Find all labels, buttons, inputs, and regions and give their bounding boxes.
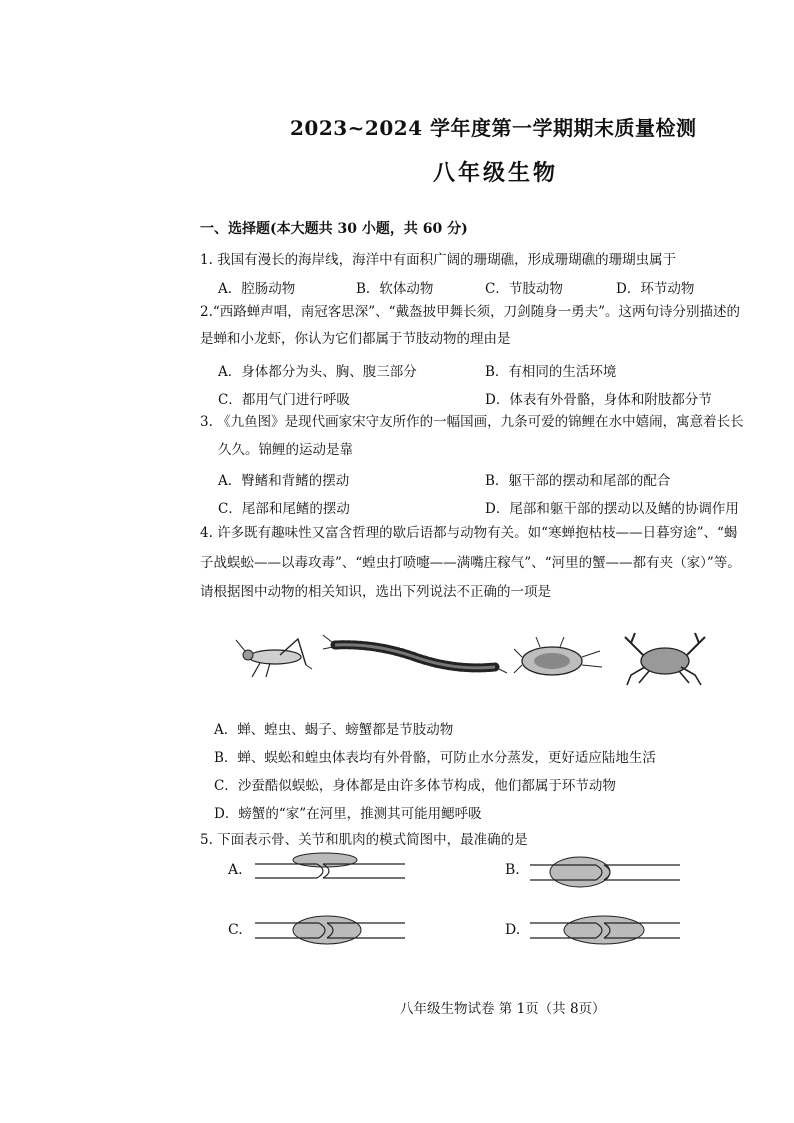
joint-diagram-d: [530, 908, 680, 953]
question-2-option-d: D．体表有外骨骼，身体和附肢都分节: [485, 392, 712, 408]
page-footer: 八年级生物试卷 第 1页（共 8页）: [400, 1001, 606, 1017]
question-2-stem-line-2: 是蝉和小龙虾，你认为它们都属于节肢动物的理由是: [200, 331, 511, 347]
question-2-option-a: A．身体都分为头、胸、腹三部分: [218, 364, 417, 380]
question-2-stem-line-1: 2.“西路蝉声唱，南冠客思深”、“戴盔披甲舞长须，刀剑随身一勇夫”。这两句诗分别描述的: [200, 304, 740, 320]
cicada-icon: [514, 637, 602, 675]
question-2-option-b: B．有相同的生活环境: [485, 364, 617, 380]
question-4-option-b: B．蝉、蜈蚣和蝗虫体表均有外骨骼，可防止水分蒸发，更好适应陆地生活: [214, 750, 656, 766]
animal-figure: [230, 625, 730, 695]
question-1-option-a: A．腔肠动物: [218, 281, 296, 297]
question-3-option-a: A．臀鳍和背鳍的摆动: [218, 473, 350, 489]
question-5-option-d: D.: [505, 922, 521, 938]
question-5-option-c: C.: [228, 922, 243, 938]
joint-diagram-c: [255, 908, 405, 953]
crab-icon: [625, 633, 705, 685]
question-1-option-b: B．软体动物: [356, 281, 434, 297]
question-3-stem-line-1: 3. 《九鱼图》是现代画家宋守友所作的一幅国画，九条可爱的锦鲤在水中嬉闹，寓意着长长: [200, 414, 744, 430]
question-4-option-d: D．螃蟹的“家”在河里，推测其可能用鳃呼吸: [214, 806, 482, 822]
question-3-option-d: D．尾部和躯干部的摆动以及鳍的协调作用: [485, 501, 739, 517]
joint-diagram-a: [255, 850, 405, 892]
exam-title: 2023~2024 学年度第一学期期末质量检测: [290, 116, 697, 140]
question-4-option-c: C．沙蚕酷似蜈蚣，身体都是由许多体节构成，他们都属于环节动物: [214, 778, 616, 794]
joint-diagram-b: [530, 850, 680, 895]
question-3-option-c: C．尾部和尾鳍的摆动: [218, 501, 350, 517]
question-4-option-a: A．蝉、蝗虫、蝎子、螃蟹都是节肢动物: [214, 722, 454, 738]
question-1-option-c: C．节肢动物: [485, 281, 563, 297]
question-4-stem-line-1: 4. 许多既有趣味性又富含哲理的歇后语都与动物有关。如“寒蝉抱枯枝——日暮穷途”、“蝎: [200, 525, 738, 541]
exam-subject: 八年级生物: [433, 160, 559, 186]
question-5-option-a: A.: [228, 862, 243, 878]
question-3-stem-line-2: 久久。锦鲤的运动是靠: [218, 442, 353, 458]
grasshopper-icon: [236, 639, 312, 677]
question-1-stem: 1. 我国有漫长的海岸线，海洋中有面积广阔的珊瑚礁，形成珊瑚礁的珊瑚虫属于: [200, 252, 677, 268]
question-4-stem-line-3: 请根据图中动物的相关知识，选出下列说法不正确的一项是: [200, 584, 551, 600]
question-3-option-b: B．躯干部的摆动和尾部的配合: [485, 473, 671, 489]
section-heading: 一、选择题(本大题共 30 小题，共 60 分): [200, 221, 468, 237]
question-4-stem-line-2: 子战蜈蚣——以毒攻毒”、“蝗虫打喷嚏——满嘴庄稼气”、“河里的蟹——都有夹（家）”等。: [200, 555, 741, 571]
question-5-option-b: B.: [505, 862, 520, 878]
question-5-stem: 5. 下面表示骨、关节和肌肉的模式简图中，最准确的是: [200, 832, 528, 848]
question-1-option-d: D．环节动物: [616, 281, 695, 297]
question-2-option-c: C．都用气门进行呼吸: [218, 392, 350, 408]
centipede-icon: [323, 635, 507, 673]
